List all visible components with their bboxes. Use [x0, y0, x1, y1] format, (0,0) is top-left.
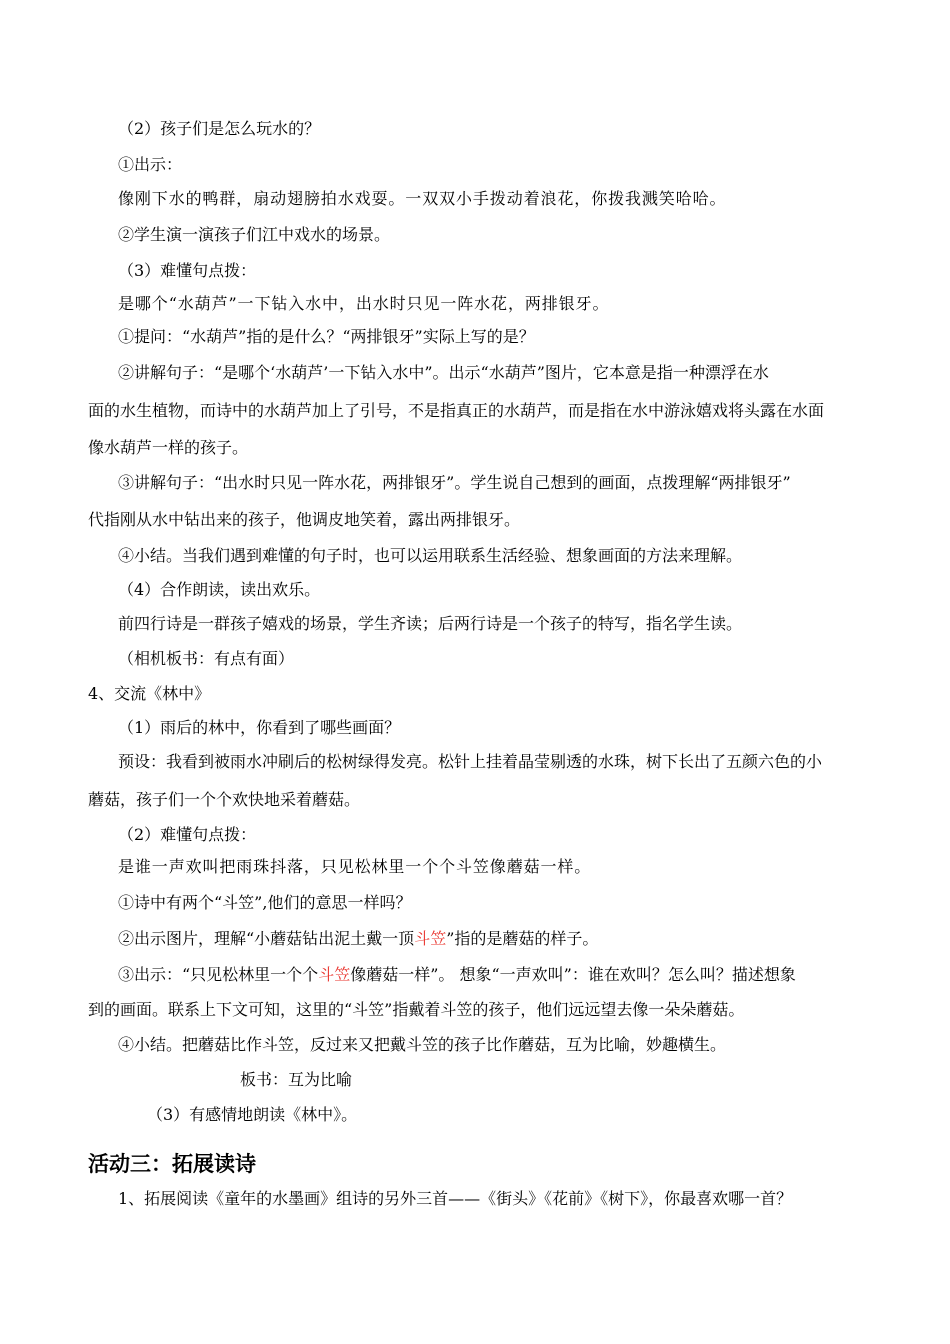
board-note: 板书：互为比喻	[240, 1070, 353, 1089]
text-segment: ③出示：“只见松林里一个个	[118, 965, 319, 984]
poem-quote-water-gourd: 是哪个“水葫芦”一下钻入水中，出水时只见一阵水花，两排银牙。	[118, 294, 610, 313]
paragraph-line: 到的画面。联系上下文可知，这里的“斗笠”指戴着斗笠的孩子，他们远远望去像一朵朵蘑菇。	[88, 1000, 745, 1019]
poem-quote-ducks: 像刚下水的鸭群，扇动翅膀拍水戏耍。一双双小手拨动着浪花，你拨我溅笑哈哈。	[118, 189, 727, 208]
step-3-explain: ③讲解句子：“出水时只见一阵水花，两排银牙”。学生说自己想到的画面，点拨理解“两排银牙”	[118, 473, 791, 492]
step-1-ask: ①提问：“水葫芦”指的是什么？“两排银牙”实际上写的是？	[118, 327, 535, 346]
step-4-summary: ④小结。把蘑菇比作斗笠，反过来又把戴斗笠的孩子比作蘑菇，互为比喻，妙趣横生。	[118, 1035, 727, 1054]
highlight-word: 斗笠	[414, 929, 447, 948]
paragraph-line: 前四行诗是一群孩子嬉戏的场景，学生齐读；后两行诗是一个孩子的特写，指名学生读。	[118, 614, 743, 633]
poem-quote-bamboo-hat: 是谁一声欢叫把雨珠抖落，只见松林里一个个斗笠像蘑菇一样。	[118, 857, 592, 876]
preset-answer: 预设：我看到被雨水冲刷后的松树绿得发亮。松针上挂着晶莹剔透的水珠，树下长出了五颜六色的小	[118, 752, 823, 771]
step-2-act-out: ②学生演一演孩子们江中戏水的场景。	[118, 225, 391, 244]
paragraph-line: 代指刚从水中钻出来的孩子，他调皮地笑着，露出两排银牙。	[88, 510, 521, 529]
step-1-question: ①诗中有两个“斗笠”,他们的意思一样吗？	[118, 893, 412, 912]
step-2-show-picture	[118, 929, 598, 949]
text-segment: 像蘑菇一样”。 想象“一声欢叫”：谁在欢叫？怎么叫？描述想象	[350, 965, 796, 984]
show-step-1: ①出示：	[118, 155, 183, 174]
paragraph-line: 蘑菇，孩子们一个个欢快地采着蘑菇。	[88, 790, 361, 809]
text-segment: ”指的是蘑菇的样子。	[446, 929, 599, 948]
question-3-read-aloud: （3）有感情地朗读《林中》。	[147, 1105, 358, 1124]
highlight-word: 斗笠	[318, 965, 351, 984]
question-4-read-together: （4）合作朗读，读出欢乐。	[118, 580, 321, 599]
paragraph-line: 像水葫芦一样的孩子。	[88, 438, 249, 457]
section-4-title: 4、交流《林中》	[88, 684, 211, 703]
step-2-explain: ②讲解句子：“是哪个‘水葫芦’一下钻入水中”。出示“水葫芦”图片，它本意是指一种漂浮在水	[118, 363, 769, 382]
board-note: （相机板书：有点有面）	[118, 649, 295, 668]
paragraph-line: 面的水生植物，而诗中的水葫芦加上了引号，不是指真正的水葫芦，而是指在水中游泳嬉戏将头露在水面	[88, 401, 825, 420]
activity-3-heading: 活动三：拓展读诗	[88, 1152, 256, 1176]
question-2-play-water: （2）孩子们是怎么玩水的？	[118, 119, 321, 138]
text-segment: ②出示图片，理解“小蘑菇钻出泥土戴一顶	[118, 929, 415, 948]
question-3-hard-sentence: （3）难懂句点拨：	[118, 261, 257, 280]
step-4-summary: ④小结。当我们遇到难懂的句子时，也可以运用联系生活经验、想象画面的方法来理解。	[118, 546, 743, 565]
step-3-show	[118, 965, 796, 985]
question-2-hard-sentence: （2）难懂句点拨：	[118, 825, 257, 844]
question-1-forest: （1）雨后的林中，你看到了哪些画面？	[118, 718, 401, 737]
extension-question: 1、拓展阅读《童年的水墨画》组诗的另外三首——《街头》《花前》《树下》，你最喜欢哪一首？	[118, 1189, 793, 1208]
